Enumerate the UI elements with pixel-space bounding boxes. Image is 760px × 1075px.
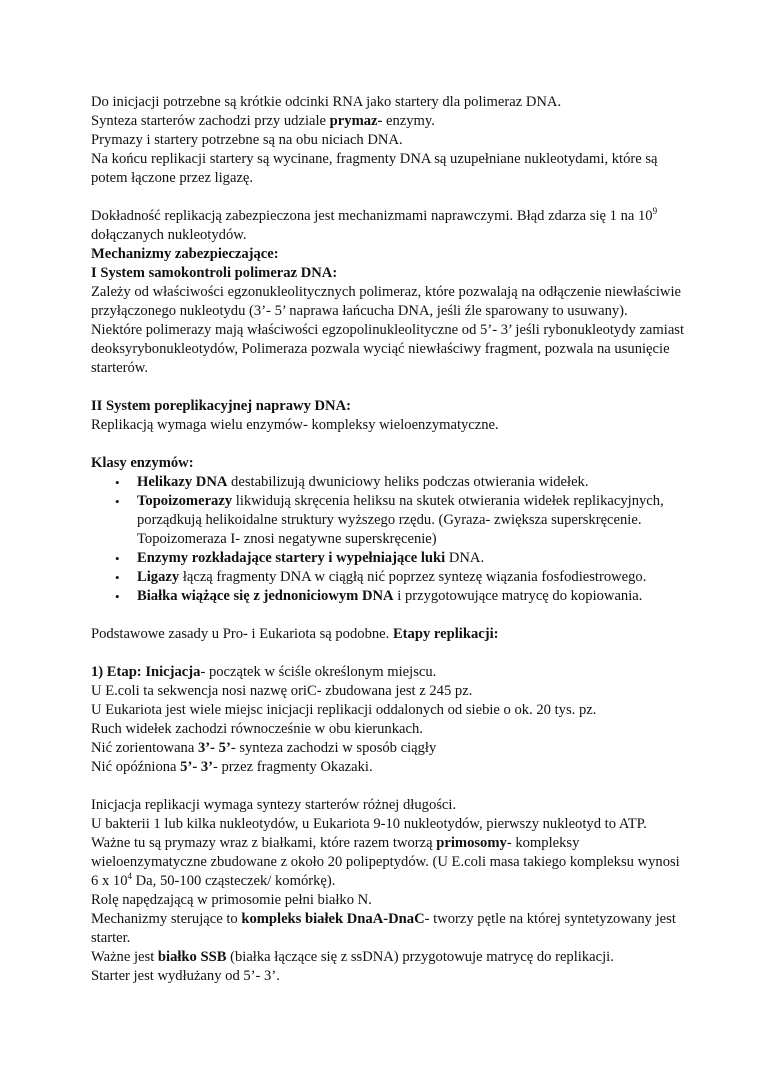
text-run: - kompleksy wieloenzymatyczne zbudowane z około 20 polipeptydów. (U E.coli masa takiego kompleksu wynosi 6 x 10 — [91, 835, 680, 889]
text-paragraph: U bakterii 1 lub kilka nukleotydów, u Eukariota 9-10 nukleotydów, pierwszy nukleotyd to ATP. — [91, 816, 647, 832]
bold-term: 3’- 5’ — [197, 740, 231, 756]
text-line: Inicjacja replikacji wymaga syntezy starterów różnej długości. — [91, 797, 457, 813]
bold-term: Etapy replikacji: — [392, 626, 499, 642]
text-run: Nić zorientowana — [91, 740, 198, 756]
text-paragraph: Niektóre polimerazy mają właściwości egzopolinukleolityczne od 5’- 3’ jeśli rybonukleotydy zamiast deoksyrybonukleotydów, Polimeraza pozwala wyciąć niewłaściwy fragment, pozwala na usunięcie starterów. — [91, 322, 685, 376]
text-line: Ruch widełek zachodzi równocześnie w obu kierunkach. — [91, 721, 423, 737]
text-paragraph — [91, 910, 690, 948]
text-paragraph — [91, 207, 690, 245]
text-run: - synteza zachodzi w sposób ciągły — [230, 740, 437, 756]
text-run: Ważne jest — [91, 949, 158, 965]
text-run: likwidują skręcenia heliksu na skutek otwierania widełek replikacyjnych, porządkują helikoidalne struktury wyższego rzędu. (Gyraza- zwiększa superskręcenie. Topoizomeraza I- znosi negatywne superskręcenie) — [137, 493, 664, 547]
text-run: Mechanizmy sterujące to — [91, 911, 242, 927]
heading — [91, 264, 690, 283]
bold-term: Topoizomerazy — [137, 493, 233, 509]
bullet-icon: • — [115, 551, 120, 566]
heading-text: Klasy enzymów: — [91, 455, 194, 471]
text-line: Prymazy i startery potrzebne są na obu niciach DNA. — [91, 132, 403, 148]
text-line: Do inicjacji potrzebne są krótkie odcinki RNA jako startery dla polimeraz DNA. — [91, 94, 562, 110]
text-run: łączą fragmenty DNA w ciągłą nić poprzez syntezę wiązania fosfodiestrowego. — [179, 569, 647, 585]
bold-term: 5’- 3’ — [180, 759, 213, 775]
heading — [91, 663, 690, 682]
bold-term: prymaz- — [329, 113, 383, 129]
text-run: enzymy. — [382, 113, 435, 129]
list-item — [115, 587, 690, 606]
bold-term: Enzymy rozkładające startery i wypełniające luki — [137, 550, 446, 566]
bullet-icon: • — [115, 494, 120, 509]
heading-text: I System samokontroli polimeraz DNA: — [91, 265, 338, 281]
enzyme-list — [91, 473, 690, 606]
list-item — [115, 473, 690, 492]
text-run: Nić opóźniona — [91, 759, 181, 775]
text-run: i przygotowujące matrycę do kopiowania. — [393, 588, 643, 604]
bold-term: białko SSB — [157, 949, 227, 965]
bold-term: Białka wiążące się z jednoniciowym DNA — [137, 588, 394, 604]
text-run: - tworzy pętle na której syntetyzowany jest starter. — [91, 911, 676, 946]
heading — [91, 245, 690, 264]
text-run: DNA. — [445, 550, 485, 566]
text-run: Synteza starterów zachodzi przy udziale — [91, 113, 330, 129]
blank-line — [91, 378, 690, 397]
text-paragraph: Zależy od właściwości egzonukleolitycznych polimeraz, które pozwalają na odłączenie niewłaściwie przyłączonego nukleotydu (3’- 5’ naprawa łańcucha DNA, jeśli źle sparowany to usuwany). — [91, 284, 681, 319]
list-item — [115, 492, 690, 549]
bold-term: primosomy — [436, 835, 507, 851]
text-run: Podstawowe zasady u Pro- i Eukariota są podobne. — [91, 626, 393, 642]
heading-text: Mechanizmy zabezpieczające: — [91, 246, 279, 262]
text-run: dołączanych nukleotydów. — [91, 227, 247, 243]
text-line — [91, 758, 690, 777]
bold-term: kompleks białek DnaA-DnaC — [241, 911, 425, 927]
text-run: (białka łączące się z ssDNA) przygotowuje matrycę do replikacji. — [226, 949, 614, 965]
text-line: Replikacją wymaga wielu enzymów- kompleksy wieloenzymatyczne. — [91, 417, 499, 433]
heading — [91, 397, 690, 416]
text-line: U Eukariota jest wiele miejsc inicjacji replikacji oddalonych od siebie o ok. 20 tys. pz. — [91, 702, 597, 718]
text-run: Dokładność replikacją zabezpieczona jest mechanizmami naprawczymi. Błąd zdarza się 1 na 10 — [91, 208, 653, 224]
superscript: 4 — [127, 871, 132, 881]
text-line: Rolę napędzającą w primosomie pełni białko N. — [91, 892, 372, 908]
heading-text: II System poreplikacyjnej naprawy DNA: — [91, 398, 351, 414]
blank-line — [91, 606, 690, 625]
blank-line — [91, 777, 690, 796]
text-line: U E.coli ta sekwencja nosi nazwę oriC- zbudowana jest z 245 pz. — [91, 683, 473, 699]
bold-term: Ligazy — [137, 569, 180, 585]
blank-line — [91, 644, 690, 663]
text-line — [91, 948, 690, 967]
text-run: - przez fragmenty Okazaki. — [213, 759, 373, 775]
list-item — [115, 549, 690, 568]
heading-text: 1) Etap: Inicjacja — [91, 664, 201, 680]
heading — [91, 454, 690, 473]
text-line — [91, 739, 690, 758]
text-line — [91, 625, 690, 644]
list-item — [115, 568, 690, 587]
bullet-icon: • — [115, 570, 120, 585]
bullet-icon: • — [115, 475, 120, 490]
text-run: destabilizują dwuniciowy heliks podczas otwierania widełek. — [227, 474, 589, 490]
bullet-icon: • — [115, 589, 120, 604]
text-line: Starter jest wydłużany od 5’- 3’. — [91, 968, 280, 984]
bold-term: Helikazy DNA — [137, 474, 228, 490]
text-run: - początek w ściśle określonym miejscu. — [200, 664, 437, 680]
blank-line — [91, 188, 690, 207]
superscript: 9 — [652, 206, 658, 216]
text-paragraph — [91, 834, 690, 891]
text-run: Da, 50-100 cząsteczek/ komórkę). — [131, 873, 336, 889]
text-paragraph: Na końcu replikacji startery są wycinane, fragmenty DNA są uzupełniane nukleotydami, które są potem łączone przez ligazę. — [91, 151, 658, 186]
blank-line — [91, 435, 690, 454]
text-line — [91, 112, 690, 131]
text-run: Ważne tu są prymazy wraz z białkami, które razem tworzą — [91, 835, 437, 851]
